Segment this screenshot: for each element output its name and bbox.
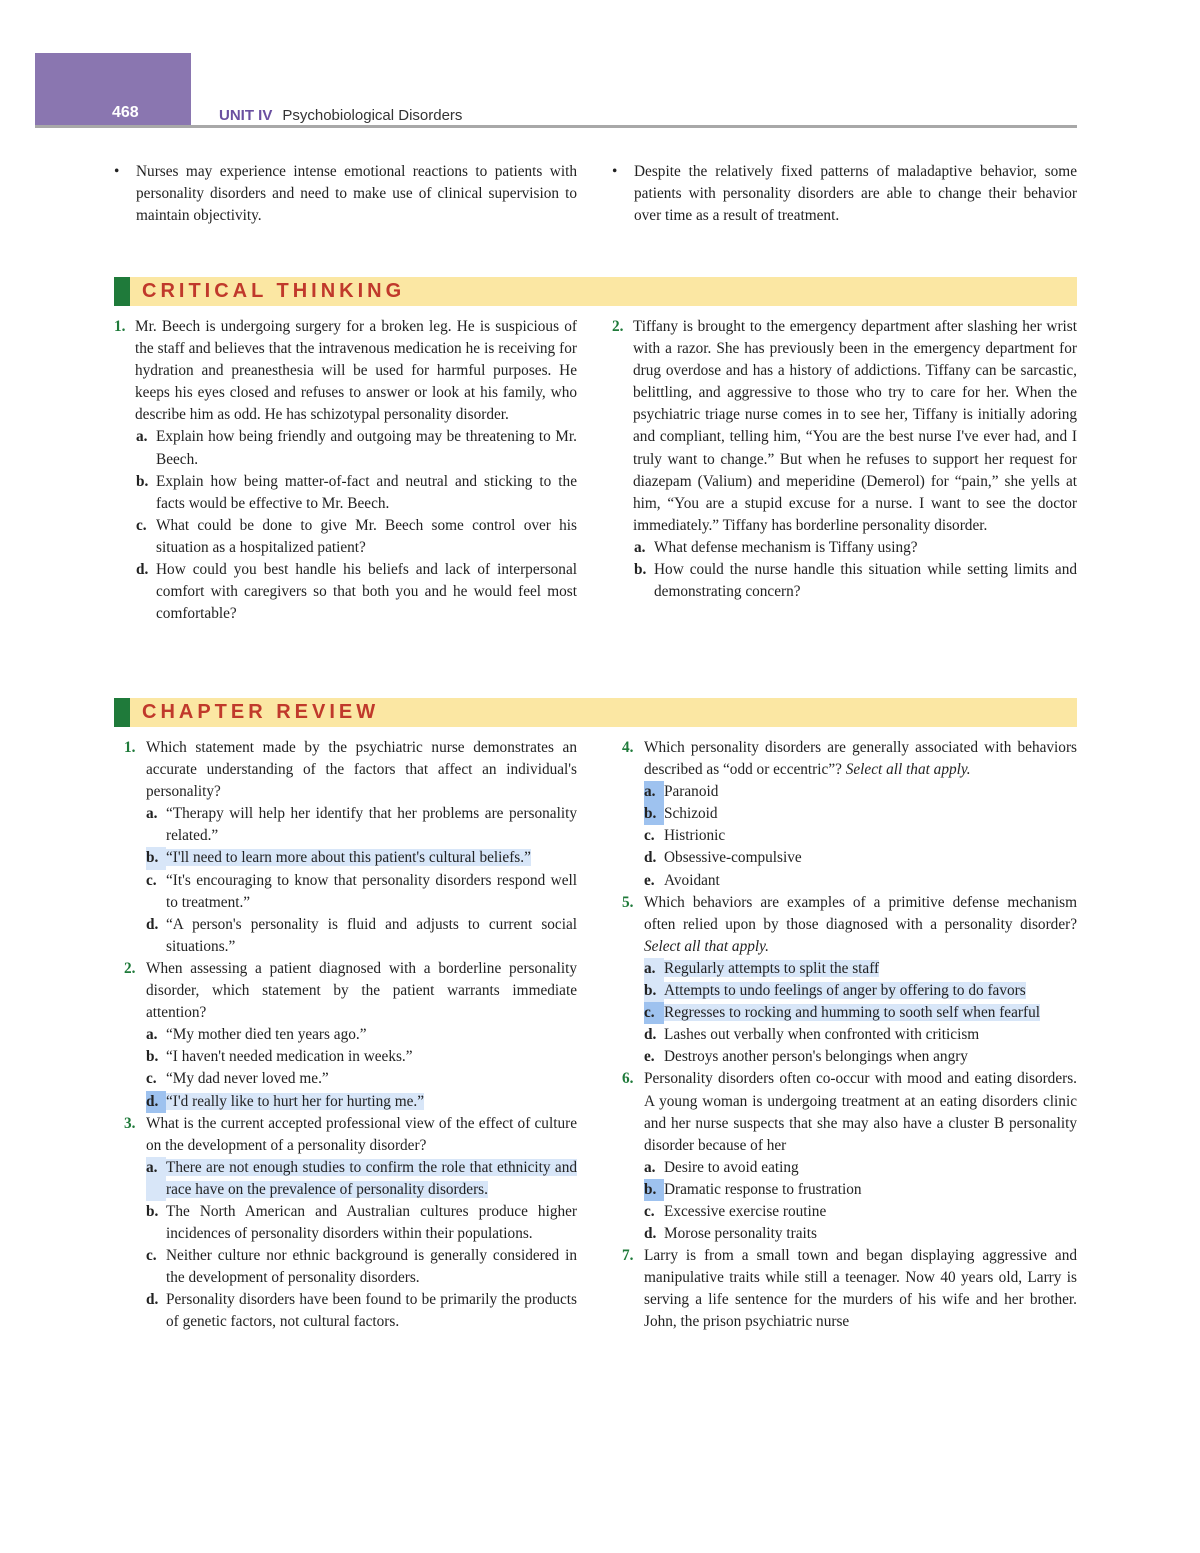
critical-thinking-banner: [114, 277, 1077, 306]
key-point-text: Nurses may experience intense emotional reactions to patients with personality disorders and need to make use of clinical supervision to maintain objectivity.: [136, 163, 577, 225]
option-d: d. Lashes out verbally when confronted with criticism: [644, 1026, 980, 1044]
option-d: d. Obsessive-compulsive: [644, 849, 802, 867]
option-d: d. “A person's personality is fluid and adjusts to current social situations.”: [146, 915, 577, 955]
unit-label: UNIT IV: [219, 107, 273, 124]
option-c: c. “It's encouraging to know that personality disorders respond well to treatment.”: [146, 871, 577, 911]
review-question-1: 1. Which statement made by the psychiatric nurse demonstrates an accurate understanding of the factors that affect an individual's personality? a. “Therapy will help her identify that her problems are personality related.” b. “I'll need to learn more about this patient's cultural beliefs.” c. “It's encouraging to know that personality disorders respond well to treatment.” d. “A person's personality is fluid and adjusts to current social situations.”: [124, 737, 577, 958]
key-point-text: Despite the relatively fixed patterns of maladaptive behavior, some patients with personality disorders are able to change their behavior over time as a result of treatment.: [634, 163, 1077, 225]
option-a: a. “My mother died ten years ago.”: [146, 1026, 367, 1044]
unit-title: Psychobiological Disorders: [282, 107, 463, 124]
banner-marker: [114, 698, 130, 727]
option-a: a. Explain how being friendly and outgoing may be threatening to Mr. Beech.: [136, 428, 577, 468]
question-text: Tiffany is brought to the emergency department after slashing her wrist with a razor. She has previously been in the emergency department for drug overdose and has a history of addictions. Tiffany can be sarcastic, belittling, and aggressive to those who try to care for her. When the psychiatric triage nurse comes in to see her, Tiffany is initially adoring and compliant, telling him, “You are the best nurse I've ever had, and I truly want to change.” But when he refuses to support her request for diazepam (Valium) and meperidine (Demerol) for “pain,” she yells at him, “You are a stupid excuse for a nurse. I want to see the doctor immediately.” Tiffany has borderline personality disorder.: [633, 318, 1077, 534]
key-point-right: [612, 161, 1077, 227]
option-a: a. What defense mechanism is Tiffany using?: [634, 538, 918, 556]
option-b-marked: b. Dramatic response to frustration: [644, 1179, 1077, 1201]
section-title: CHAPTER REVIEW: [142, 701, 380, 723]
option-d-highlighted: d. “I'd really like to hurt her for hurting me.”: [146, 1091, 577, 1113]
option-b: b. How could the nurse handle this situation while setting limits and demonstrating concern?: [634, 561, 1077, 601]
option-b: b. The North American and Australian cultures produce higher incidences of personality disorders within their populations.: [146, 1202, 577, 1243]
question-number: 1.: [114, 318, 126, 335]
chapter-review-right-column: [622, 737, 1077, 1334]
bullet: •: [612, 163, 618, 180]
option-c: c. “My dad never loved me.”: [146, 1070, 329, 1088]
banner-marker: [114, 277, 130, 306]
running-head: [219, 107, 462, 124]
key-point-left: [114, 161, 577, 227]
header-rule: [35, 125, 1077, 128]
option-c: c. What could be done to give Mr. Beech some control over his situation as a hospitalized patient?: [136, 516, 577, 556]
select-all-instruction: Select all that apply.: [845, 761, 971, 779]
option-a-highlighted: a. Regularly attempts to split the staff: [644, 958, 1077, 980]
option-a: a. Desire to avoid eating: [644, 1158, 799, 1176]
bullet: •: [114, 163, 120, 180]
option-b: b. Explain how being matter-of-fact and neutral and sticking to the facts would be effective to Mr. Beech.: [136, 472, 577, 512]
option-b-highlighted: b. “I'll need to learn more about this patient's cultural beliefs.”: [146, 847, 577, 869]
review-question-6: 6. Personality disorders often co-occur with mood and eating disorders. A young woman is undergoing treatment at an eating disorders clinic and her nurse suspects that she may also have a cluster B personality disorder because of her a. Desire to avoid eating b. Dramatic response to frustration c. Excessive exercise routine d. Morose personality traits: [622, 1068, 1077, 1245]
review-question-7: 7. Larry is from a small town and began displaying aggressive and manipulative traits while still a teenager. Now 40 years old, Larry is serving a life sentence for the murders of his wife and her brother. John, the prison psychiatric nurse: [622, 1247, 1077, 1331]
option-d: d. How could you best handle his beliefs and lack of interpersonal comfort with caregivers so that both you and he would feel most comfortable?: [136, 561, 577, 623]
select-all-instruction: Select all that apply.: [644, 937, 769, 955]
question-text: Mr. Beech is undergoing surgery for a broken leg. He is suspicious of the staff and believes that the intravenous medication he is receiving for hydration and preanesthesia will be used for harmful purposes. He keeps his eyes closed and refuses to answer or look at his family, who describe him as odd. He has schizotypal personality disorder.: [135, 318, 577, 424]
option-b-highlighted: b. Attempts to undo feelings of anger by offering to do favors: [644, 980, 1077, 1002]
review-question-3: 3. What is the current accepted professional view of the effect of culture on the development of a personality disorder? a. There are not enough studies to confirm the role that ethnicity and race have on the prevalence of personality disorders. b. The North American and Australian cultures produce higher incidences of personality disorders within their populations. c. Neither culture nor ethnic background is generally considered in the development of personality disorders. d. Personality disorders have been found to be primarily the products of genetic factors, not cultural factors.: [124, 1113, 577, 1334]
critical-question-2: [612, 316, 1077, 603]
review-question-2: 2. When assessing a patient diagnosed with a borderline personality disorder, which statement by the patient warrants immediate attention? a. “My mother died ten years ago.” b. “I haven't needed medication in weeks.” c. “My dad never loved me.” d. “I'd really like to hurt her for hurting me.”: [124, 958, 577, 1113]
question-number: 2.: [612, 318, 624, 335]
option-d: d. Personality disorders have been found to be primarily the products of genetic factors, not cultural factors.: [146, 1291, 577, 1331]
chapter-review-left-column: [124, 737, 577, 1334]
option-e: e. Avoidant: [644, 871, 720, 889]
critical-question-1: [114, 316, 577, 625]
option-c-highlighted: c. Regresses to rocking and humming to sooth self when fearful: [644, 1002, 1077, 1024]
option-d: d. Morose personality traits: [644, 1225, 817, 1243]
option-c: c. Histrionic: [644, 827, 726, 845]
option-b: b. “I haven't needed medication in weeks.”: [146, 1048, 413, 1066]
section-title: CRITICAL THINKING: [142, 280, 406, 302]
option-e: e. Destroys another person's belongings when angry: [644, 1048, 968, 1066]
option-c: c. Excessive exercise routine: [644, 1202, 827, 1220]
review-question-5: 5. Which behaviors are examples of a primitive defense mechanism often relied upon by those diagnosed with a personality disorder? Select all that apply. a. Regularly attempts to split the staff b. Attempts to undo feelings of anger by offering to do favors c. Regresses to rocking and humming to sooth self when fearful d. Lashes out verbally when confronted with criticism e. Destroys another person's belongings when angry: [622, 892, 1077, 1069]
review-question-4: 4. Which personality disorders are generally associated with behaviors described as “odd or eccentric”? Select all that apply. a. Paranoid b. Schizoid c. Histrionic d. Obsessive-compulsive e. Avoidant: [622, 737, 1077, 892]
option-a-marked: a. Paranoid: [644, 781, 1077, 803]
option-a-highlighted: a. There are not enough studies to confirm the role that ethnicity and race have on the prevalence of personality disorders.: [146, 1157, 577, 1201]
option-a: a. “Therapy will help her identify that her problems are personality related.”: [146, 805, 577, 845]
chapter-review-banner: [114, 698, 1077, 727]
option-c: c. Neither culture nor ethnic background is generally considered in the development of personality disorders.: [146, 1247, 577, 1287]
page-number: 468: [112, 104, 139, 121]
option-b-marked: b. Schizoid: [644, 803, 1077, 825]
